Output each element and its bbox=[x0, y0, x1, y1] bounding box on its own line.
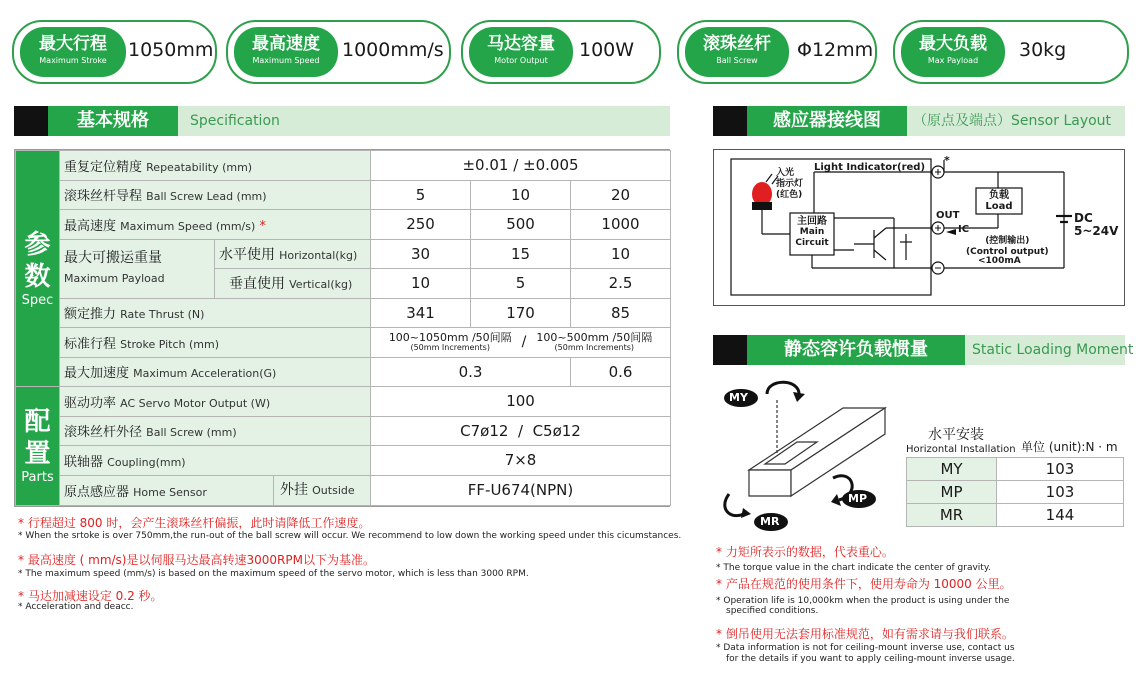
table-row: 配 置 Parts 驱动功率 AC Servo Motor Output (W) 100 bbox=[16, 387, 671, 417]
table-row: 额定推力 Rate Thrust (N) 341 170 85 bbox=[16, 298, 671, 328]
table-row: 滚珠丝杆外径 Ball Screw (mm) C7ø12 / C5ø12 bbox=[16, 416, 671, 446]
load-label: 负载 Load bbox=[985, 190, 1013, 212]
stroke-value: 100~1050mm /50间隔 (50mm Increments) / 100~500mm /50间隔 (50mm Increments) bbox=[371, 328, 671, 358]
badge-label: 最大行程 Maximum Stroke bbox=[20, 27, 126, 77]
note-zh: * 马达加减速设定 0.2 秒。 bbox=[18, 589, 163, 603]
sensor-header: 感应器接线图 （原点及端点）Sensor Layout bbox=[713, 106, 1125, 136]
badge-label: 马达容量 Motor Output bbox=[469, 27, 573, 77]
spec-header: 基本规格 Specification bbox=[14, 106, 670, 136]
moment-header: 静态容许负载惯量 Static Loading Moment bbox=[713, 335, 1125, 365]
note-en: * The torque value in the chart indicate the center of gravity. bbox=[716, 563, 991, 573]
note-en: * The maximum speed (mm/s) is based on the maximum speed of the servo motor, which is less than 3000 RPM. bbox=[18, 569, 529, 579]
note-en: * Data information is not for ceiling-mount inverse use, contact us bbox=[716, 643, 1015, 653]
sensor-wiring-diagram: Light Indicator(red) * 入光 指示灯 (红色) 主回路 Main Circuit OUT IC 负载 Load (控制输出) (Control output) <100mA DC 5~24V bbox=[713, 149, 1125, 306]
table-row: 垂直使用 Vertical(kg) 10 5 2.5 bbox=[16, 269, 671, 299]
table-row: 最大加速度 Maximum Acceleration(G) 0.3 0.6 bbox=[16, 357, 671, 387]
note-zh: * 倒吊使用无法套用标准规范，如有需求请与我们联系。 bbox=[716, 627, 1014, 641]
table-row: 原点感应器 Home Sensor 外挂 Outside FF-U674(NPN) bbox=[16, 475, 671, 505]
spec-table bbox=[14, 149, 670, 507]
badge-value: 100W bbox=[579, 39, 635, 61]
table-row: MR 144 bbox=[907, 504, 1124, 527]
note-zh: * 最高速度 ( mm/s)是以伺服马达最高转速3000RPM以下为基准。 bbox=[18, 553, 375, 567]
badge-ball-screw bbox=[677, 20, 877, 84]
badge-max-payload bbox=[893, 20, 1129, 84]
badge-motor-output bbox=[461, 20, 661, 84]
table-row: MY 103 bbox=[907, 458, 1124, 481]
badge-max-stroke bbox=[12, 20, 217, 84]
table-row: 滚珠丝杆导程 Ball Screw Lead (mm) 5 10 20 bbox=[16, 180, 671, 210]
badge-value: Φ12mm bbox=[797, 39, 874, 61]
table-row: 最大可搬运重量 Maximum Payload 水平使用 Horizontal(kg) 30 15 10 bbox=[16, 239, 671, 269]
badge-label: 滚珠丝杆 Ball Screw bbox=[685, 27, 789, 77]
note-en: specified conditions. bbox=[726, 606, 819, 616]
table-row: 联轴器 Coupling(mm) 7×8 bbox=[16, 446, 671, 476]
moment-table bbox=[906, 457, 1124, 527]
badge-label: 最高速度 Maximum Speed bbox=[234, 27, 338, 77]
note-zh: * 行程超过 800 时，会产生滚珠丝杆偏振，此时请降低工作速度。 bbox=[18, 516, 371, 530]
side-label-spec: 参 数 Spec bbox=[16, 151, 60, 387]
badge-label: 最大负载 Max Payload bbox=[901, 27, 1005, 77]
moment-title: 水平安装 Horizontal Installation bbox=[906, 427, 1016, 455]
table-row: 最高速度 Maximum Speed (mm/s) * 250 500 1000 bbox=[16, 210, 671, 240]
note-en: * When the srtoke is over 750mm,the run-out of the ball screw will occur. We recommend to low down the working speed under this cicumstances. bbox=[18, 531, 682, 541]
note-en: * Operation life is 10,000km when the product is using under the bbox=[716, 596, 1010, 606]
badge-max-speed bbox=[226, 20, 451, 84]
side-label-parts: 配 置 Parts bbox=[16, 387, 60, 506]
table-row: 标准行程 Stroke Pitch (mm) 100~1050mm /50间隔 (50mm Increments) / 100~500mm /50间隔 (50mm Increments) bbox=[16, 328, 671, 358]
table-row bbox=[16, 151, 671, 181]
badge-value: 1000mm/s bbox=[342, 39, 444, 61]
row-label: 重复定位精度 Repeatability (mm) bbox=[60, 151, 371, 181]
note-en: for the details if you want to apply ceiling-mount inverse usage. bbox=[726, 654, 1015, 664]
indicator-lamp-icon bbox=[752, 182, 772, 210]
note-en: * Acceleration and deacc. bbox=[18, 602, 134, 612]
table-row: MP 103 bbox=[907, 481, 1124, 504]
lamp-label: 入光 指示灯 (红色) bbox=[776, 168, 804, 200]
badge-value: 1050mm bbox=[128, 39, 214, 61]
repeatability-value: ±0.01 / ±0.005 bbox=[371, 151, 671, 181]
note-zh: * 产品在规范的使用条件下，使用寿命为 10000 公里。 bbox=[716, 577, 1012, 591]
moment-diagram: MY MP MR bbox=[713, 372, 893, 534]
light-indicator-label: Light Indicator(red) bbox=[814, 162, 926, 173]
main-circuit-label: 主回路 Main Circuit bbox=[795, 216, 829, 248]
note-zh: * 力矩所表示的数据，代表重心。 bbox=[716, 545, 894, 559]
badge-value: 30kg bbox=[1019, 39, 1067, 61]
moment-unit: 单位 (unit):N · m bbox=[1021, 440, 1118, 454]
